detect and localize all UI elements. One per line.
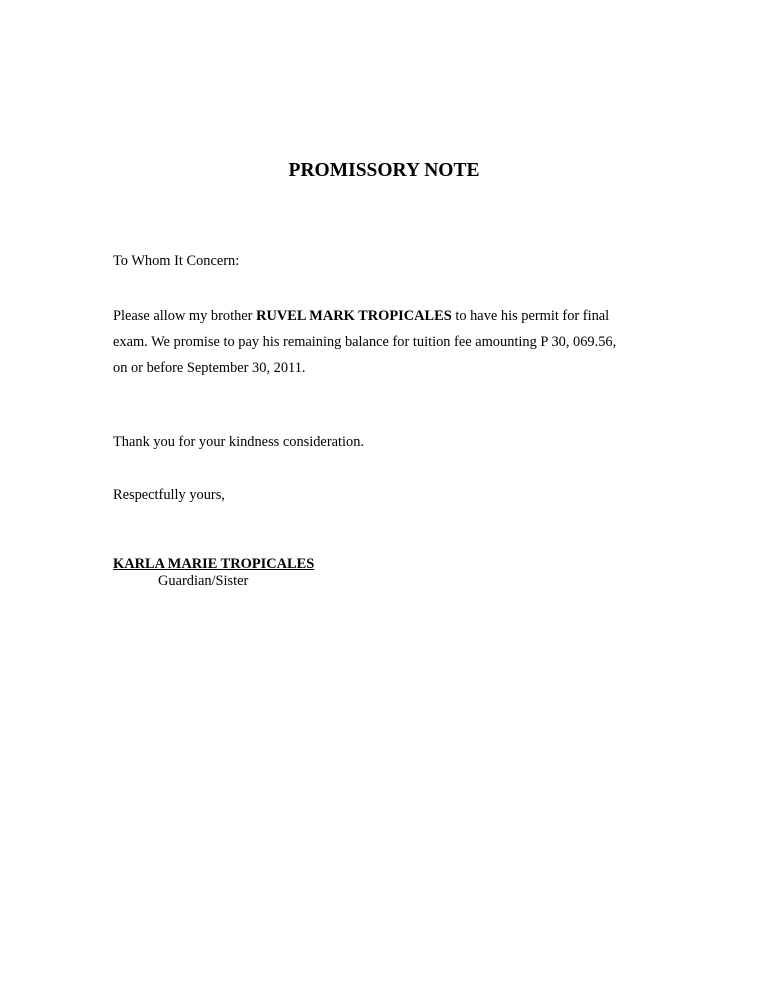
body-paragraph — [113, 303, 616, 381]
brother-name: RUVEL MARK TROPICALES — [256, 308, 452, 324]
salutation: To Whom It Concern: — [113, 253, 240, 269]
body-line-3: on or before September 30, 2011. — [113, 360, 306, 376]
body-line-2: exam. We promise to pay his remaining balance for tuition fee amounting P 30, 069.56, — [113, 334, 617, 350]
closing-line: Respectfully yours, — [113, 487, 225, 503]
body-line-1-before: Please allow my brother — [113, 308, 257, 324]
signatory-role: Guardian/Sister — [158, 573, 249, 589]
document-title: PROMISSORY NOTE — [288, 160, 480, 181]
body-line-1-after: to have his permit for final — [451, 308, 610, 324]
signatory-name: KARLA MARIE TROPICALES — [113, 556, 315, 572]
thanks-line: Thank you for your kindness consideration. — [113, 434, 364, 450]
body-line-1 — [113, 303, 616, 329]
